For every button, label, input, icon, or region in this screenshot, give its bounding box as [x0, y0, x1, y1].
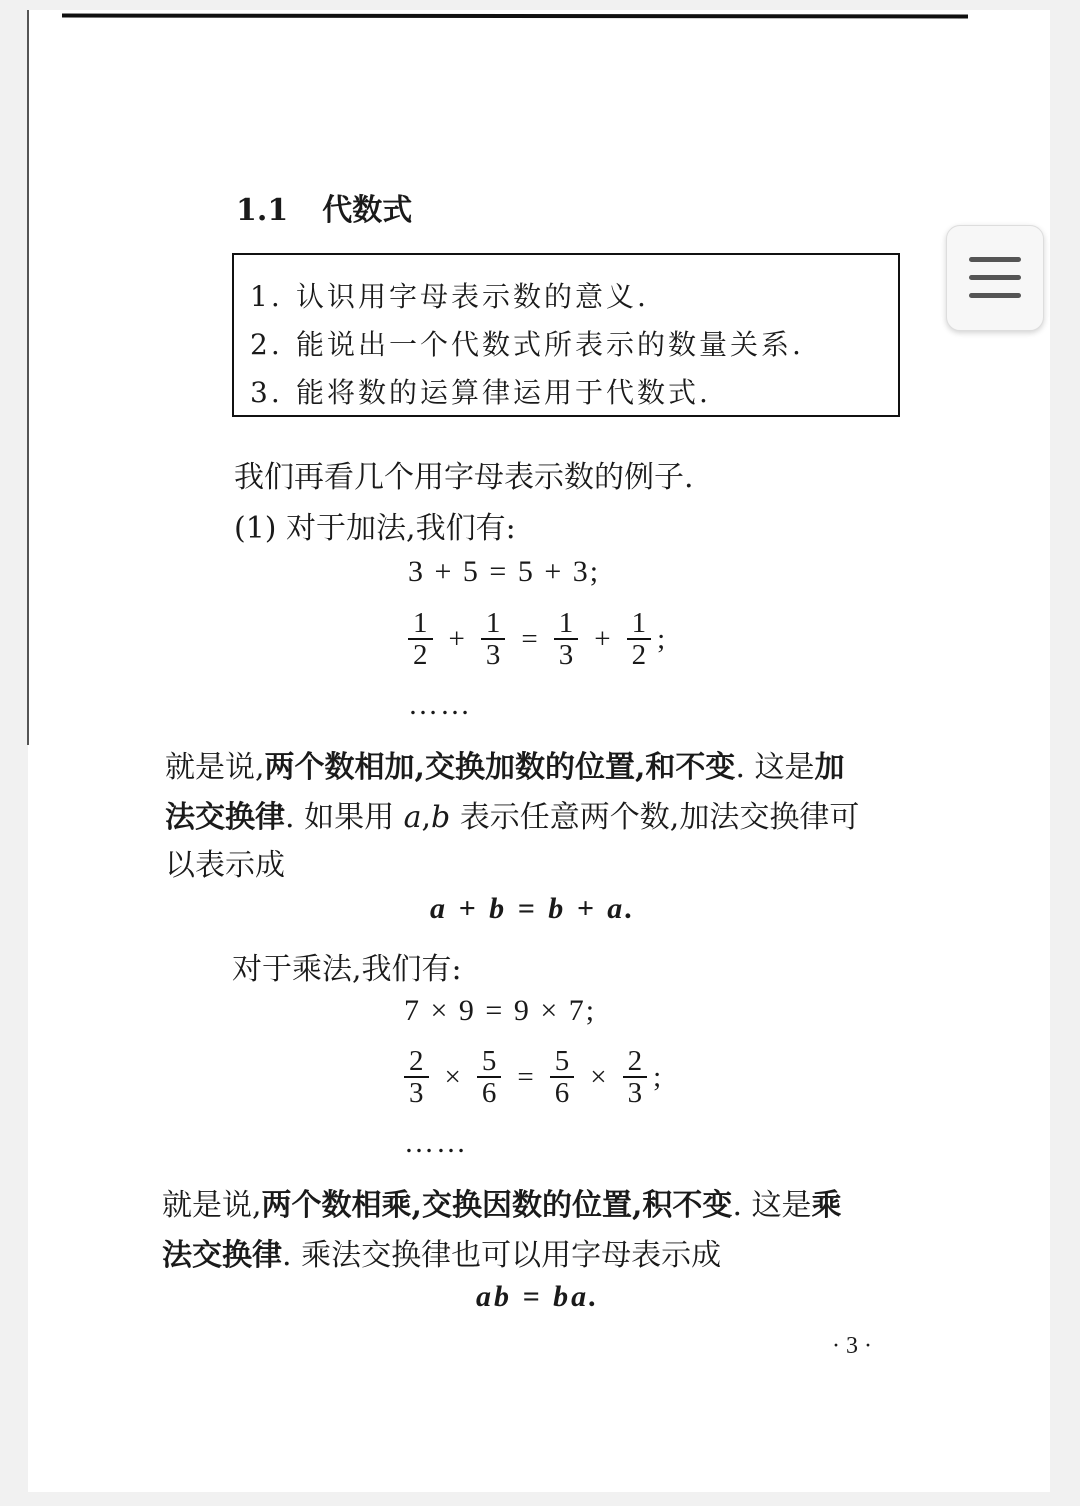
fraction: $\frac{1}{2}$	[627, 608, 652, 671]
objective-item	[250, 371, 711, 411]
addition-explanation-line3: 以表示成	[165, 848, 285, 883]
objective-text: 能说出一个代数式所表示的数量关系.	[296, 328, 804, 361]
fraction: $\frac{1}{3}$	[554, 608, 579, 671]
times-operator: ×	[590, 1060, 607, 1093]
objective-item	[250, 323, 804, 363]
equals-operator: =	[521, 622, 538, 655]
addition-law-name: 法交换律	[165, 800, 285, 835]
multiplication-explanation-line1: 就是说,两个数相乘,交换因数的位置,积不变. 这是乘	[162, 1188, 842, 1223]
times-operator: ×	[444, 1060, 461, 1093]
semicolon: ;	[657, 622, 666, 655]
objective-text: 认识用字母表示数的意义.	[296, 280, 649, 313]
multiplication-law-name: 法交换律	[162, 1238, 282, 1273]
addition-equation-integers: 3 + 5 = 5 + 3;	[408, 555, 601, 588]
fraction: $\frac{2}{3}$	[404, 1046, 429, 1109]
addition-commutative-law: a + b = b + a.	[430, 892, 636, 925]
hamburger-menu-icon	[967, 253, 1023, 303]
addition-equation-fractions	[402, 608, 665, 671]
section-title: 代数式	[322, 193, 413, 228]
multiplication-explanation-line2: 法交换律. 乘法交换律也可以用字母表示成	[162, 1238, 722, 1273]
page-number: · 3 ·	[832, 1333, 872, 1359]
multiplication-equation-integers: 7 × 9 = 9 × 7;	[404, 994, 597, 1027]
multiplication-commutative-law: ab = ba.	[476, 1280, 600, 1313]
plus-operator: +	[594, 622, 611, 655]
semicolon: ;	[653, 1060, 662, 1093]
multiplication-rule-bold: 两个数相乘,交换因数的位置,积不变	[261, 1188, 733, 1223]
addition-explanation-line1: 就是说,两个数相加,交换加数的位置,和不变. 这是加	[165, 750, 845, 785]
objective-number: 2.	[250, 328, 283, 361]
addition-lead: (1) 对于加法,我们有:	[234, 511, 516, 546]
intro-text: 我们再看几个用字母表示数的例子.	[234, 460, 694, 495]
fraction: $\frac{5}{6}$	[477, 1046, 502, 1109]
fraction: $\frac{1}{2}$	[408, 608, 433, 671]
multiplication-lead: 对于乘法,我们有:	[232, 952, 462, 987]
page-edge-line	[27, 10, 29, 745]
equals-operator: =	[517, 1060, 534, 1093]
plus-operator: +	[448, 622, 465, 655]
objective-number: 3.	[250, 376, 283, 409]
multiplication-equation-fractions	[398, 1046, 661, 1109]
objectives-box	[232, 253, 900, 417]
fraction: $\frac{5}{6}$	[550, 1046, 575, 1109]
fraction: $\frac{1}{3}$	[481, 608, 506, 671]
section-number: 1.1	[236, 193, 289, 228]
objective-item	[250, 275, 649, 315]
objective-number: 1.	[250, 280, 283, 313]
section-heading	[236, 185, 412, 229]
multiplication-ellipsis: ……	[404, 1126, 468, 1159]
addition-rule-bold: 两个数相加,交换加数的位置,和不变	[264, 750, 736, 785]
fraction: $\frac{2}{3}$	[623, 1046, 648, 1109]
menu-button[interactable]	[946, 225, 1044, 331]
addition-explanation-line2: 法交换律. 如果用 a,b 表示任意两个数,加法交换律可	[165, 800, 860, 835]
objective-text: 能将数的运算律运用于代数式.	[296, 376, 711, 409]
addition-ellipsis: ……	[408, 688, 472, 721]
